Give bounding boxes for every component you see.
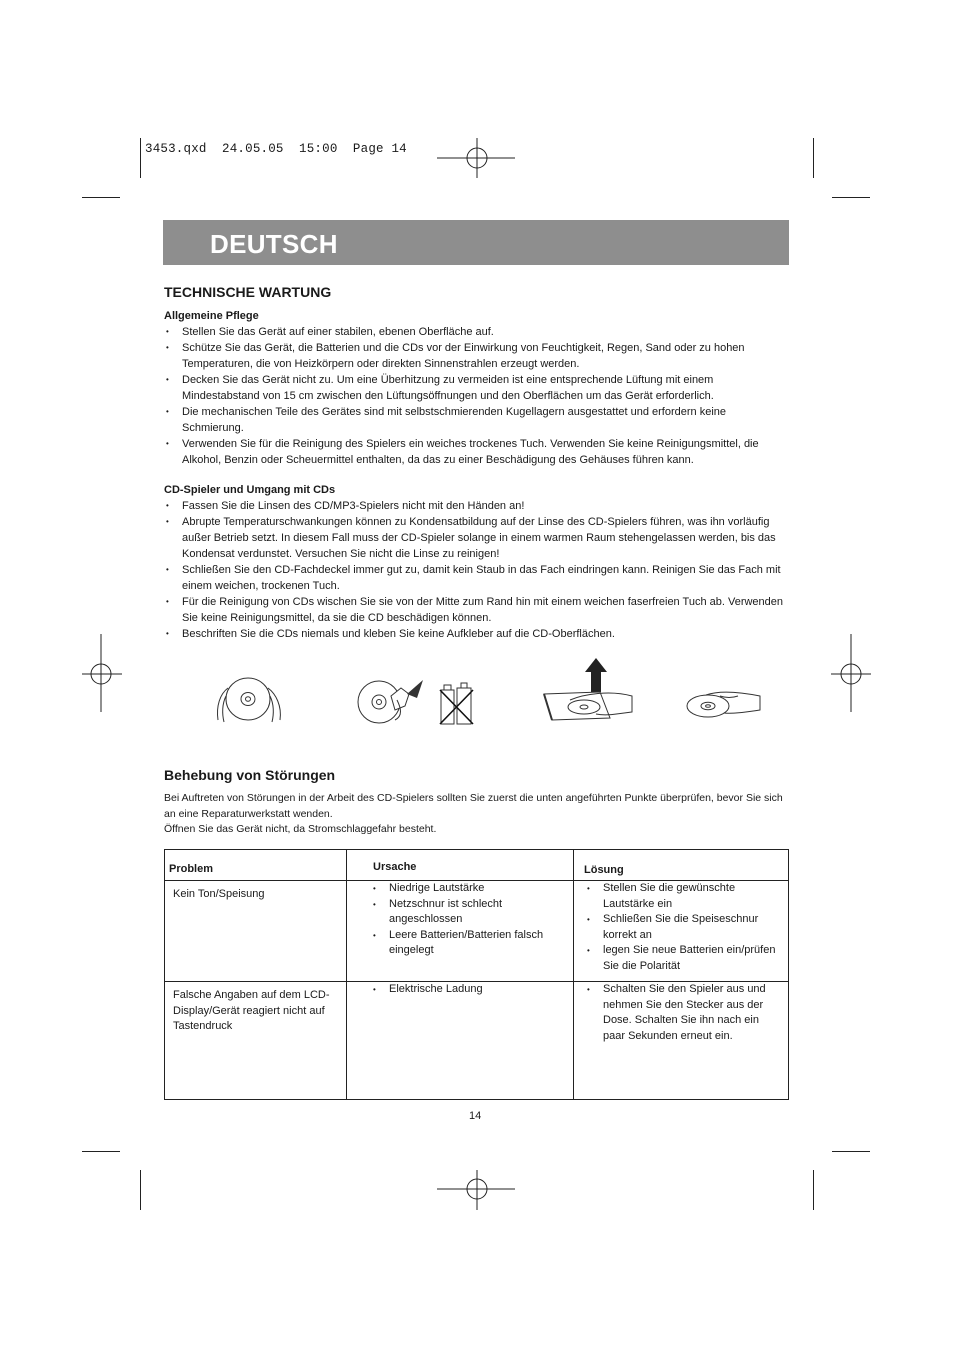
list-item: • Schließen Sie den CD-Fachdeckel immer gut zu, damit kein Staub in das Fach eindringen kann. Reinigen Sie das Fach mit einem weichen, trockenen Tuch. [164, 562, 790, 594]
subsection-title: CD-Spieler und Umgang mit CDs [164, 484, 336, 496]
troubleshooting-table [164, 849, 789, 1100]
cause-cell [347, 982, 574, 1100]
no-solvents-icon [437, 680, 477, 726]
list-item: • Schalten Sie den Spieler aus und nehmen Sie den Stecker aus der Dose. Schalten Sie ihn nach ein paar Sekunden erneut ein. [585, 982, 778, 1044]
registration-mark-icon [437, 1168, 517, 1212]
print-slug: 3453.qxd 24.05.05 15:00 Page 14 [145, 142, 407, 156]
cd-held-by-edges-icon [210, 670, 290, 724]
list-item: • Für die Reinigung von CDs wischen Sie sie von der Mitte zum Rand hin mit einem weichen faserfreien Tuch ab. Verwenden Sie keine Reinigungsmittel, da sie die CD beschädigen können. [164, 594, 790, 626]
list-item: • Decken Sie das Gerät nicht zu. Um eine Überhitzung zu vermeiden ist eine entsprechende Lüftung mit einem Mindestabstand von 15 cm zwischen den Lüftungsöffnungen und den Oberflächen um das Gerät erforderlich. [164, 372, 774, 404]
problem-cell: Kein Ton/Speisung [165, 881, 347, 982]
list-item: • Abrupte Temperaturschwankungen können zu Kondensatbildung auf der Linse des CD-Spielers führen, was ihn vorläufig außer Betrieb setzt. In diesem Fall muss der CD-Spieler solange in einem warmen Raum stehengelassen werden, bis das Kondensat verdunstet. Versuchen Sie nicht die Linse zu reinigen! [164, 514, 790, 562]
list-item: • Schließen Sie die Speiseschnur korrekt an [585, 912, 778, 943]
list-item: • Schütze Sie das Gerät, die Batterien und die CDs vor der Einwirkung von Feuchtigkeit, Regen, Sand oder zu hohen Temperaturen, die von Heizkörpern oder direkten Sinnenstrahlen erzeugt werden. [164, 340, 774, 372]
table-row [165, 881, 789, 982]
section-title: TECHNISCHE WARTUNG [164, 284, 332, 300]
list-item: • Leere Batterien/Batterien falsch eingelegt [371, 928, 563, 959]
list-item: • Netzschnur ist schlecht angeschlossen [371, 897, 563, 928]
cd-tray-eject-icon [540, 656, 636, 722]
general-care-list [164, 324, 774, 468]
troubleshooting-intro [164, 791, 790, 838]
list-item: • Beschriften Sie die CDs niemals und kleben Sie keine Aufkleber auf die CD-Oberflächen. [164, 626, 790, 642]
table-header-row [165, 850, 789, 881]
page-number: 14 [469, 1110, 482, 1122]
column-header-cause: Ursache [347, 850, 574, 881]
registration-mark-icon [80, 634, 124, 714]
list-item: • Fassen Sie die Linsen des CD/MP3-Spielers nicht mit den Händen an! [164, 498, 790, 514]
banner-title: DEUTSCH [210, 229, 338, 259]
column-header-problem: Problem [165, 850, 347, 881]
solution-cell [574, 881, 789, 982]
intro-paragraph: Öffnen Sie das Gerät nicht, da Stromschlaggefahr besteht. [164, 823, 437, 835]
cd-care-list [164, 498, 790, 642]
language-banner [163, 220, 789, 265]
list-item: • Die mechanischen Teile des Gerätes sind mit selbstschmierenden Kugellagern ausgestattet und erfordern keine Schmierung. [164, 404, 774, 436]
list-item: • Verwenden Sie für die Reinigung des Spielers ein weiches trockenes Tuch. Verwenden Sie keine Reinigungsmittel, die Alkohol, Benzin oder Scheuermittel enthalten, da das zu einer Beschädigung des Gehäuses führen kann. [164, 436, 774, 468]
column-header-solution: Lösung [574, 850, 789, 881]
subsection-title: Allgemeine Pflege [164, 310, 259, 322]
cd-handling-hand-icon [684, 686, 764, 722]
list-item: • Stellen Sie das Gerät auf einer stabilen, ebenen Oberfläche auf. [164, 324, 774, 340]
table-row [165, 982, 789, 1100]
list-item: • legen Sie neue Batterien ein/prüfen Sie die Polarität [585, 943, 778, 974]
registration-mark-icon [437, 136, 517, 180]
solution-cell [574, 982, 789, 1100]
troubleshooting-title: Behebung von Störungen [164, 767, 336, 783]
list-item: • Stellen Sie die gewünschte Lautstärke ein [585, 881, 778, 912]
cause-cell [347, 881, 574, 982]
list-item: • Elektrische Ladung [371, 982, 563, 998]
intro-paragraph: Bei Auftreten von Störungen in der Arbeit des CD-Spielers sollten Sie zuerst die unten angeführten Punkte überprüfen, bevor Sie sich an eine Reparaturwerkstatt wenden. [164, 792, 783, 820]
cd-cleaning-cloth-icon [355, 676, 427, 726]
problem-cell: Falsche Angaben auf dem LCD-Display/Gerät reagiert nicht auf Tastendruck [165, 982, 347, 1100]
list-item: • Niedrige Lautstärke [371, 881, 563, 897]
registration-mark-icon [829, 634, 873, 714]
